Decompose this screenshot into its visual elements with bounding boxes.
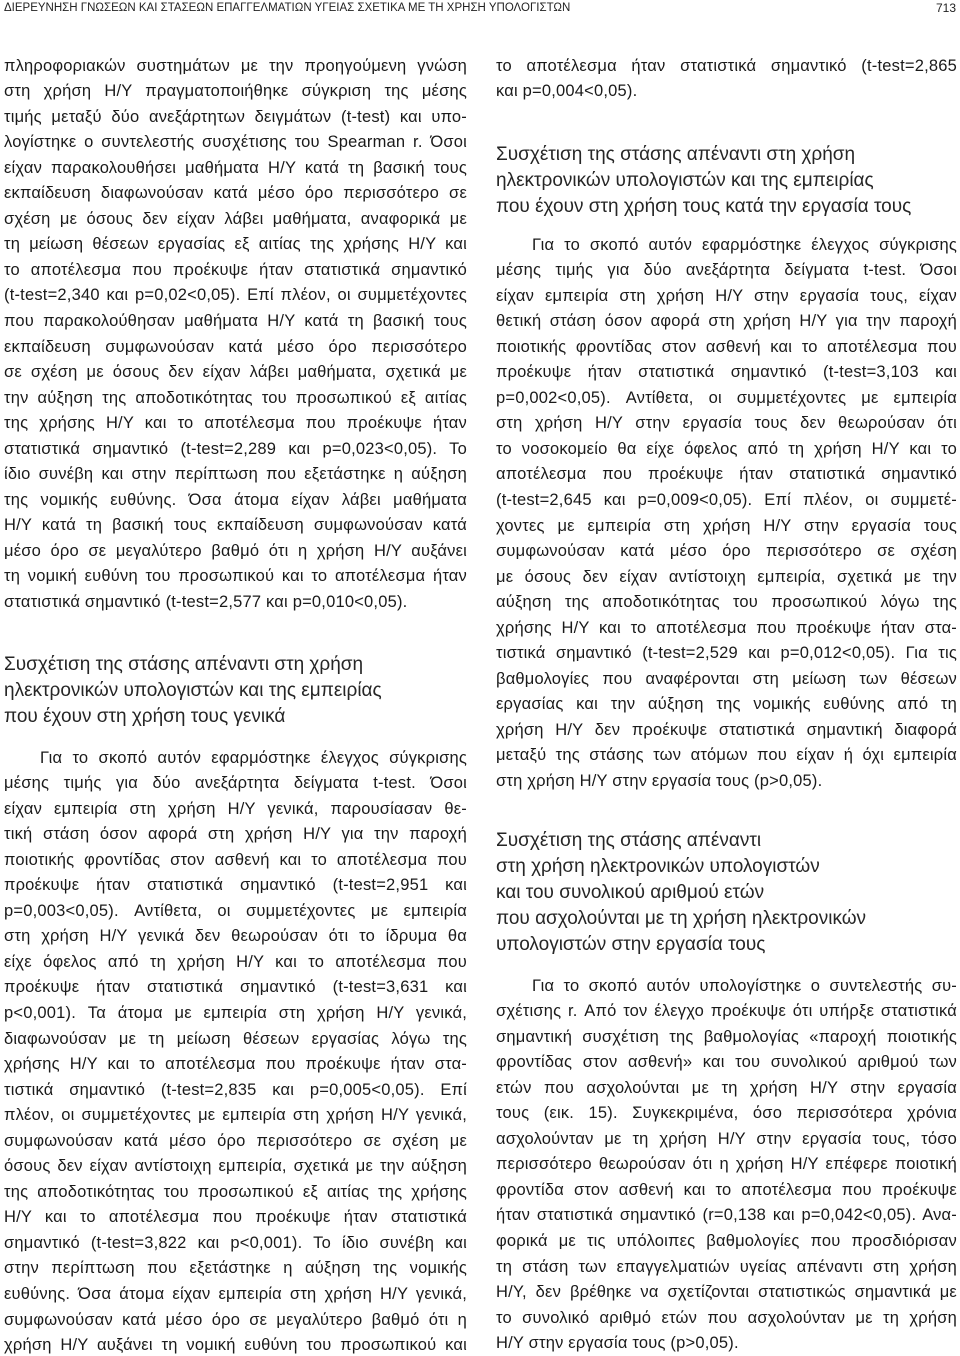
- paragraph-line: σημαντική συσχέτιση της βαθμολογίας «παροχή ποιοτικής: [496, 1027, 957, 1046]
- heading-line: στη χρήση ηλεκτρονικών υπολογιστών: [496, 856, 820, 877]
- paragraph: [4, 57, 467, 612]
- paragraph-line: τική στάση όσον αφορά στη χρήση Η/Υ για την παροχή: [4, 825, 467, 844]
- paragraph-line: ποιοτικής φροντίδας στον ασθενή και το αποτέλεσμα που: [4, 850, 467, 869]
- paragraph-line: στη χρήση Η/Υ στην εργασία τους δεν θεωρούσαν ότι: [496, 414, 957, 433]
- paragraph-line: χρήση Η/Υ δεν προέκυψε στατιστικά σημαντική διαφορά: [496, 720, 957, 739]
- paragraph-line: στη χρήση Η/Υ γενικά δεν θεωρούσαν ότι το ίδρυμα θα: [4, 927, 467, 946]
- paragraph-line: σχέτισης r. Από τον έλεγχο προέκυψε ότι υπήρξε στατιστικά: [496, 1002, 957, 1021]
- paragraph-line: p=0,002<0,05). Αντίθετα, οι συμμετέχοντες με εμπειρία: [496, 388, 957, 407]
- paragraph-line: μεταξύ της στάσης των ατόμων που είχαν ή όχι εμπειρία: [496, 746, 957, 765]
- paragraph-line: Η/Υ και το αποτέλεσμα που προέκυψε ήταν στατιστικά: [4, 1208, 467, 1227]
- paragraph-line: σε σχέση με όσους δεν είχαν λάβει μαθήματα, σχετικά με: [4, 363, 467, 382]
- paragraph-line: προέκυψε ήταν στατιστικά σημαντικό (t-test=3,631 και: [4, 978, 467, 997]
- heading-line: υπολογιστών στην εργασία τους: [496, 934, 766, 955]
- paragraph-line: και p=0,004<0,05).: [496, 82, 638, 101]
- paragraph-line: στην περίπτωση που εξετάστηκε η αύξηση της νομικής: [4, 1259, 467, 1278]
- paragraph-line: αύξηση της αποδοτικότητας του προσωπικού λόγω της: [496, 593, 957, 612]
- paragraph-line: τη νομική ευθύνη του προσωπικού και το αποτέλεσμα ήταν: [4, 567, 467, 586]
- paragraph-line: φροντίδα στον ασθενή και το αποτέλεσμα που προέκυψε: [496, 1180, 957, 1199]
- paragraph-line: διαφωνούσαν με τη μείωση θέσεων εργασίας λόγω της: [4, 1029, 467, 1048]
- heading-line: και του συνολικού αριθμού ετών: [496, 882, 765, 903]
- paragraph-line: λογίστηκε ο συντελεστής συσχέτισης του Spearman r. Όσοι: [4, 133, 467, 152]
- paragraph-line: με όσους δεν είχαν αντίστοιχη εμπειρία, σχετικά με την: [496, 567, 957, 586]
- paragraph-line: ήταν στατιστικά σημαντικό (r=0,138 και p=0,042<0,05). Ανα-: [496, 1206, 957, 1225]
- paragraph-line: χρήσης Η/Υ και το αποτέλεσμα που προέκυψε ήταν στα-: [4, 1055, 467, 1074]
- paragraph-line: τη στάση των επαγγελματιών υγείας απέναντι στη χρήση: [496, 1257, 957, 1276]
- paragraph-line: το συνολικό αριθμό ετών που ασχολούνταν με τη χρήση: [496, 1308, 957, 1327]
- heading-line: που ασχολούνται με τη χρήση ηλεκτρονικών: [496, 908, 867, 929]
- paragraph-line: μέσης τιμής για δύο ανεξάρτητα δείγματα t-test. Όσοι: [496, 261, 957, 280]
- paragraph-line: τιστικά σημαντικό (t-test=2,529 και p=0,012<0,05). Για τις: [496, 644, 957, 663]
- paragraph-line: (t-test=2,645 και p=0,009<0,05). Επί πλέον, οι συμμετέ-: [496, 490, 957, 509]
- paragraph-line: συμφωνούσαν κατά μέσο όρο σε μεγαλύτερο βαθμό ότι η: [4, 1310, 467, 1329]
- section-heading: [496, 829, 957, 957]
- paragraph-line: της αποδοτικότητας του προσωπικού εξ αιτίας της χρήσης: [4, 1182, 467, 1201]
- heading-line: ηλεκτρονικών υπολογιστών και της εμπειρίας: [4, 680, 382, 701]
- heading-line: που έχουν στη χρήση τους κατά την εργασία τους: [496, 196, 912, 217]
- heading-line: Συσχέτιση της στάσης απέναντι: [496, 830, 762, 851]
- paragraph-line: p<0,001). Τα άτομα με εμπειρία στη χρήση Η/Υ γενικά,: [4, 1003, 467, 1022]
- right-column: [496, 0, 957, 1356]
- paragraph-line: της χρήσης Η/Υ και το αποτέλεσμα που προέκυψε ήταν: [4, 414, 467, 433]
- paragraph-line: p=0,003<0,05). Αντίθετα, οι συμμετέχοντες με εμπειρία: [4, 901, 467, 920]
- paragraph-line: το αποτέλεσμα ήταν στατιστικά σημαντικό (t-test=2,865: [496, 56, 957, 75]
- paragraph-line: Η/Υ, δεν βρέθηκε να σχετίζονται στατιστικώς σημαντικά με: [496, 1283, 957, 1302]
- paragraph-line: Η/Υ κατά τη βασική τους εκπαίδευση συμφωνούσαν κατά: [4, 516, 467, 535]
- paragraph-line: τους (εικ. 15). Συγκεκριμένα, όσο περισσότερα χρόνια: [496, 1104, 957, 1123]
- paragraph-line: της νομικής ευθύνης. Όσα άτομα είχαν λάβει μαθήματα: [4, 490, 467, 509]
- paragraph: [496, 57, 957, 102]
- section-heading: [4, 653, 467, 729]
- paragraph-line: θετική στάση όσον αφορά στη χρήση Η/Υ για την παροχή: [496, 312, 957, 331]
- heading-line: που έχουν στη χρήση τους γενικά: [4, 706, 286, 727]
- paragraph-line: είχαν παρακολουθήσει μαθήματα Η/Υ κατά τη βασική τους: [4, 158, 467, 177]
- paragraph-line: εργασίας και την αύξηση της νομικής ευθύνης από τη: [496, 695, 957, 714]
- paragraph-line: εκπαίδευση διαφωνούσαν κατά μέσο όρο περισσότερο σε: [4, 184, 467, 203]
- paragraph-line: Η/Υ στην εργασία τους (p>0,05).: [496, 1334, 739, 1353]
- paragraph: [4, 749, 467, 1356]
- paragraph-line: στατιστικά σημαντικό (t-test=2,577 και p=0,010<0,05).: [4, 592, 408, 611]
- paragraph-line: περισσότερο θεωρούσαν ότι η χρήση Η/Υ επέφερε ποιοτική: [496, 1155, 957, 1174]
- paragraph-line: φορικά με τις υπόλοιπες βαθμολογίες που προσδιόρισαν: [496, 1231, 957, 1250]
- paragraph-line: σημαντικό (t-test=3,822 και p<0,001). Το ίδιο συνέβη και: [4, 1233, 467, 1252]
- paragraph-line: στη χρήση Η/Υ πραγματοποιήθηκε σύγκριση της μέσης: [4, 82, 467, 101]
- paragraph-line: συμφωνούσαν κατά μέσο όρο περισσότερο σε σχέση με: [4, 1131, 467, 1150]
- paragraph: [496, 236, 957, 791]
- paragraph-line: τιστικά σημαντικό (t-test=2,835 και p=0,005<0,05). Επί: [4, 1080, 467, 1099]
- left-column: [4, 0, 467, 1356]
- paragraph-line: πληροφοριακών συστημάτων με την προηγούμενη γνώση: [4, 56, 467, 75]
- paragraph-line: είχαν εμπειρία στη χρήση Η/Υ στην εργασία τους, είχαν: [496, 286, 957, 305]
- paragraph-line: εκπαίδευση συμφωνούσαν κατά μέσο όρο περισσότερο: [4, 337, 467, 356]
- paragraph-line: στη χρήση Η/Υ στην εργασία τους (p>0,05).: [496, 771, 823, 790]
- paragraph-line: το νοσοκομείο θα είχε όφελος από τη χρήση Η/Υ και το: [496, 439, 957, 458]
- paragraph-line: βαθμολογίες που αναφέρονται στη μείωση των θέσεων: [496, 669, 957, 688]
- paragraph: [496, 977, 957, 1354]
- paragraph-line: τιμής μεταξύ δύο ανεξάρτητων δειγμάτων (t-test) και υπο-: [4, 107, 467, 126]
- paragraph-line: συμφωνούσαν κατά μέσο όρο περισσότερο σε σχέση: [496, 542, 957, 561]
- running-title: ΔΙΕΡΕΥΝΗΣΗ ΓΝΩΣΕΩΝ ΚΑΙ ΣΤΑΣΕΩΝ ΕΠΑΓΓΕΛΜΑΤΙΩΝ ΥΓΕΙΑΣ ΣΧΕΤΙΚΑ ΜΕ ΤΗ ΧΡΗΣΗ ΥΠΟΛΟΓΙΣΤΩΝ: [4, 2, 571, 14]
- paragraph-line: αποτέλεσμα που προέκυψε ήταν στατιστικά σημαντικό: [496, 465, 957, 484]
- paragraph-line: χρήσης Η/Υ και το αποτέλεσμα που προέκυψε ήταν στα-: [496, 618, 957, 637]
- paragraph-line: φροντίδας στον ασθενή» και του συνολικού αριθμού των: [496, 1053, 957, 1072]
- paragraph-line: ασχολούνταν με τη χρήση Η/Υ στην εργασία τους, τόσο: [496, 1129, 957, 1148]
- paragraph-line: χοντες με εμπειρία στη χρήση Η/Υ στην εργασία τους: [496, 516, 957, 535]
- section-heading: [496, 143, 957, 219]
- paragraph-line: στατιστικά σημαντικό (t-test=2,289 και p=0,023<0,05). Το: [4, 439, 467, 458]
- paragraph-line: είχε όφελος από τη χρήση Η/Υ και το αποτέλεσμα που: [4, 952, 467, 971]
- heading-line: Συσχέτιση της στάσης απέναντι στη χρήση: [4, 654, 364, 675]
- paragraph-line: Για το σκοπό αυτόν υπολογίστηκε ο συντελεστής συ-: [532, 976, 957, 995]
- paragraph-line: ευθύνης. Όσα άτομα είχαν εμπειρία στη χρήση Η/Υ γενικά,: [4, 1284, 467, 1303]
- paragraph-line: προέκυψε ήταν στατιστικά σημαντικό (t-test=2,951 και: [4, 876, 467, 895]
- paragraph-line: ετών που ασχολούνται με τη χρήση Η/Υ στην εργασία: [496, 1078, 957, 1097]
- paragraph-line: μέσο όρο σε μεγαλύτερο βαθμό ότι η χρήση Η/Υ αυξάνει: [4, 541, 467, 560]
- paragraph-line: πλέον, οι συμμετέχοντες με εμπειρία στη χρήση Η/Υ γενικά,: [4, 1106, 467, 1125]
- paragraph-line: όσους δεν είχαν αντίστοιχη εμπειρία, σχετικά με την αύξηση: [4, 1157, 467, 1176]
- page-number: 713: [935, 1, 956, 15]
- paragraph-line: τη μείωση θέσεων εργασίας εξ αιτίας της χρήσης Η/Υ και: [4, 235, 467, 254]
- heading-line: ηλεκτρονικών υπολογιστών και της εμπειρίας: [496, 170, 874, 191]
- paragraph-line: ίδιο συνέβη και στην περίπτωση που εξετάστηκε η αύξηση: [4, 465, 467, 484]
- heading-line: Συσχέτιση της στάσης απέναντι στη χρήση: [496, 144, 856, 165]
- paragraph-line: Για το σκοπό αυτόν εφαρμόστηκε έλεγχος σύγκρισης: [532, 235, 957, 254]
- paragraph-line: σχέση με όσους δεν είχαν λάβει μαθήματα, αναφορικά με: [4, 209, 467, 228]
- paragraph-line: χρήση Η/Υ αυξάνει τη νομική ευθύνη του προσωπικού και: [4, 1336, 467, 1355]
- paragraph-line: ποιοτικής φροντίδας στον ασθενή και το αποτέλεσμα που: [496, 337, 957, 356]
- paragraph-line: μέσης τιμής για δύο ανεξάρτητα δείγματα t-test. Όσοι: [4, 774, 467, 793]
- paragraph-line: προέκυψε ήταν στατιστικά σημαντικό (t-test=3,103 και: [496, 363, 957, 382]
- paragraph-line: το αποτέλεσμα που προέκυψε ήταν στατιστικά σημαντικό: [4, 260, 467, 279]
- paragraph-line: είχαν εμπειρία στη χρήση Η/Υ γενικά, παρουσίασαν θε-: [4, 799, 467, 818]
- paragraph-line: την αύξηση της αποδοτικότητας του προσωπικού εξ αιτίας: [4, 388, 467, 407]
- paragraph-line: που παρακολούθησαν μαθήματα Η/Υ κατά τη βασική τους: [4, 311, 467, 330]
- paragraph-line: Για το σκοπό αυτόν εφαρμόστηκε έλεγχος σύγκρισης: [40, 748, 467, 767]
- paragraph-line: (t-test=2,340 και p=0,02<0,05). Επί πλέον, οι συμμετέχοντες: [4, 286, 467, 305]
